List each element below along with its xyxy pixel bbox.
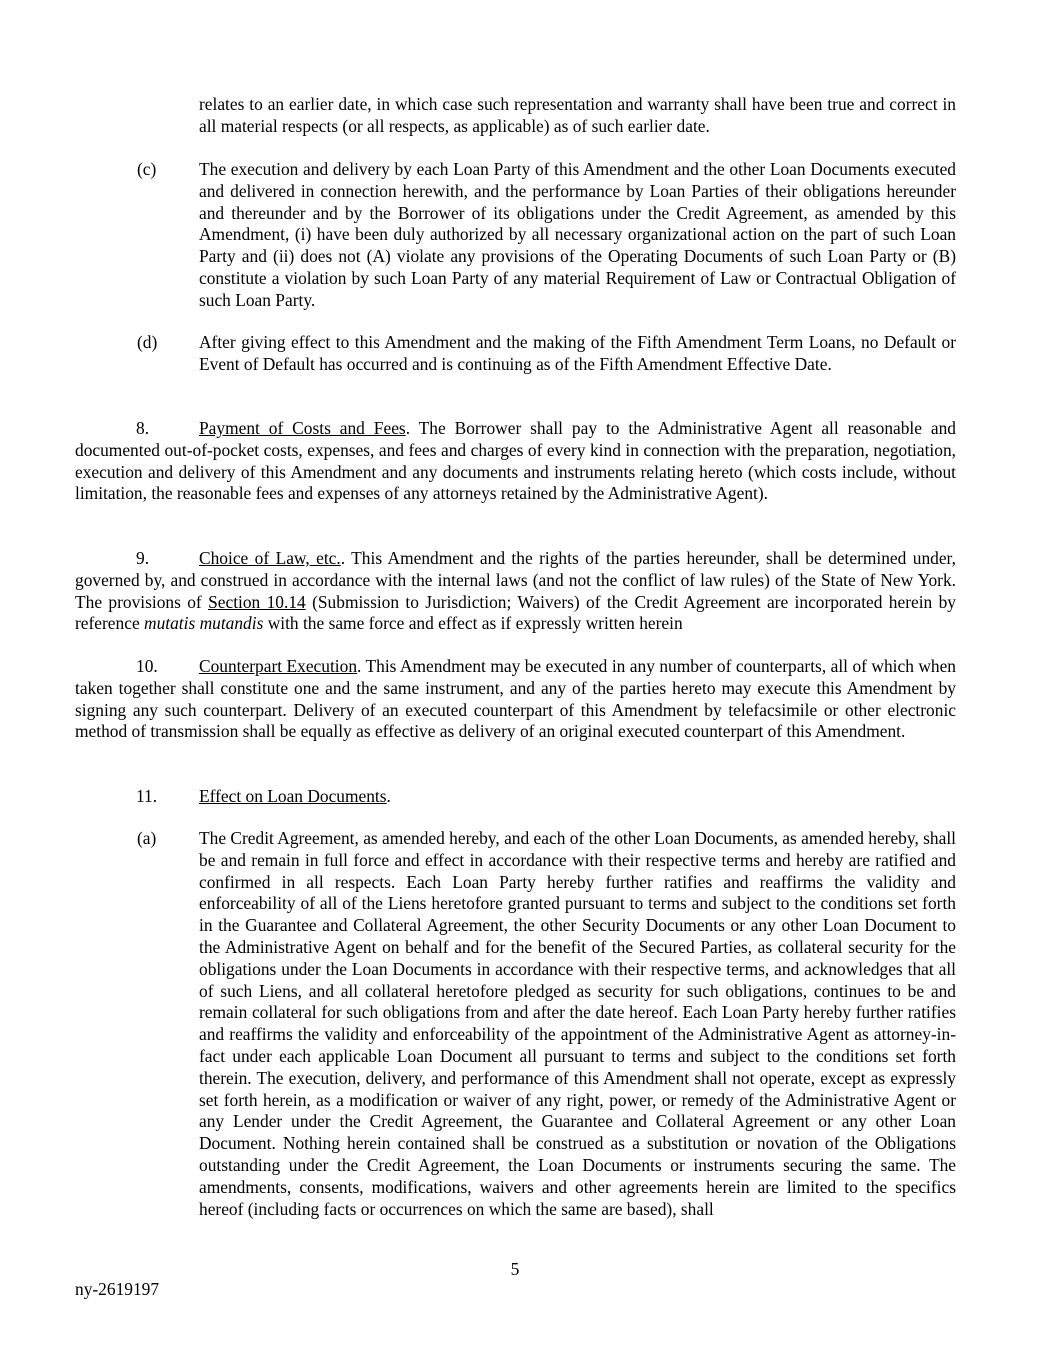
section-9-paragraph [75,548,956,635]
section-9-number: 9. [136,548,150,568]
item-c-label: (c) [137,159,157,179]
section-10-paragraph [75,656,956,743]
section-9-italic-term: mutatis mutandis [144,613,264,634]
section-8-text: . The Borrower shall pay to the Administrative Agent all reasonable and documented out-of-pocket costs, expenses, and fees and charges of every kind in connection with the preparation, negotiation, execution and delivery of this Amendment and any documents and instruments relating hereto (which costs include, without limitation, the reasonable fees and expenses of any attorneys retained by the Administrative Agent). [75,418,957,504]
section-10-heading: Counterpart Execution [199,656,358,676]
section-8-number: 8. [136,418,150,438]
item-d-label: (d) [137,332,158,352]
section-11-number: 11. [136,786,158,806]
section-10-number: 10. [136,656,158,676]
page-number: 5 [510,1259,520,1279]
item-a-text: The Credit Agreement, as amended hereby, and each of the other Loan Documents, as amended hereby, shall be and remain in full force and effect in accordance with their respective terms and hereby are ratified and confirmed in all respects. Each Loan Party hereby further ratifies and reaffirms the validity and enforceability of all of the Liens heretofore granted pursuant to terms and subject to the conditions set forth in the Guarantee and Collateral Agreement, the other Security Documents or any other Loan Document to the Administrative Agent on behalf and for the benefit of the Secured Parties, as collateral security for the obligations under the Loan Documents in accordance with their respective terms, and acknowledges that all of such Liens, and all collateral heretofore pledged as security for such obligations, continues to be and remain collateral for such obligations from and after the date hereof. Each Loan Party hereby further ratifies and reaffirms the validity and enforceability of the appointment of the Administrative Agent as attorney-in-fact under each applicable Loan Document all pursuant to terms and subject to the conditions set forth therein. The execution, delivery, and performance of this Amendment shall not operate, except as expressly set forth herein, as a modification or waiver of any right, power, or remedy of the Administrative Agent or any Lender under the Credit Agreement, the Guarantee and Collateral Agreement or any other Loan Document. Nothing herein contained shall be construed as a substitution or novation of the Obligations outstanding under the Credit Agreement, the Loan Documents or instruments securing the same. The amendments, consents, modifications, waivers and other agreements herein are limited to the specifics hereof (including facts or occurrences on which the same are based), shall [199,828,956,1219]
item-a-label: (a) [137,828,157,848]
section-8-paragraph [75,418,956,505]
item-d-text: After giving effect to this Amendment and the making of the Fifth Amendment Term Loans, no Default or Event of Default has occurred and is continuing as of the Fifth Amendment Effective Date. [199,332,956,374]
section-9-heading: Choice of Law, etc. [199,548,341,568]
document-id: ny-2619197 [75,1279,160,1299]
section-9-text-b: (Submission to Jurisdiction; Waivers) of the Credit Agreement are incorporated herein by reference [75,591,956,634]
carryover-paragraph: relates to an earlier date, in which case such representation and warranty shall have been true and correct in all material respects (or all respects, as applicable) as of such earlier date. [199,94,956,136]
section-9-text-c: with the same force and effect as if expressly written herein [263,613,683,634]
section-10-text: . This Amendment may be executed in any number of counterparts, all of which when taken together shall constitute one and the same instrument, and any of the parties hereto may execute this Amendment by signing any such counterpart. Delivery of an executed counterpart of this Amendment by telefacsimile or other electronic method of transmission shall be equally as effective as delivery of an original executed counterpart of this Amendment. [75,656,957,742]
item-c-text: The execution and delivery by each Loan Party of this Amendment and the other Loan Documents executed and delivered in connection herewith, and the performance by Loan Parties of their obligations hereunder and thereunder and by the Borrower of its obligations under the Credit Agreement, as amended by this Amendment, (i) have been duly authorized by all necessary organizational action on the part of such Loan Party and (ii) does not (A) violate any provisions of the Operating Documents of such Loan Party or (B) constitute a violation by such Loan Party of any material Requirement of Law or Contractual Obligation of such Loan Party. [199,159,956,310]
section-11-heading-line [75,786,956,808]
section-9-text-a: . This Amendment and the rights of the parties hereunder, shall be determined under, governed by, and construed in accordance with the internal laws (and not the conflict of law rules) of the State of New York. The provisions of [75,548,956,612]
section-9-reference: Section 10.14 [208,591,306,612]
section-11-period: . [386,786,391,806]
section-11-heading: Effect on Loan Documents [199,786,387,806]
section-8-heading: Payment of Costs and Fees [199,418,406,438]
